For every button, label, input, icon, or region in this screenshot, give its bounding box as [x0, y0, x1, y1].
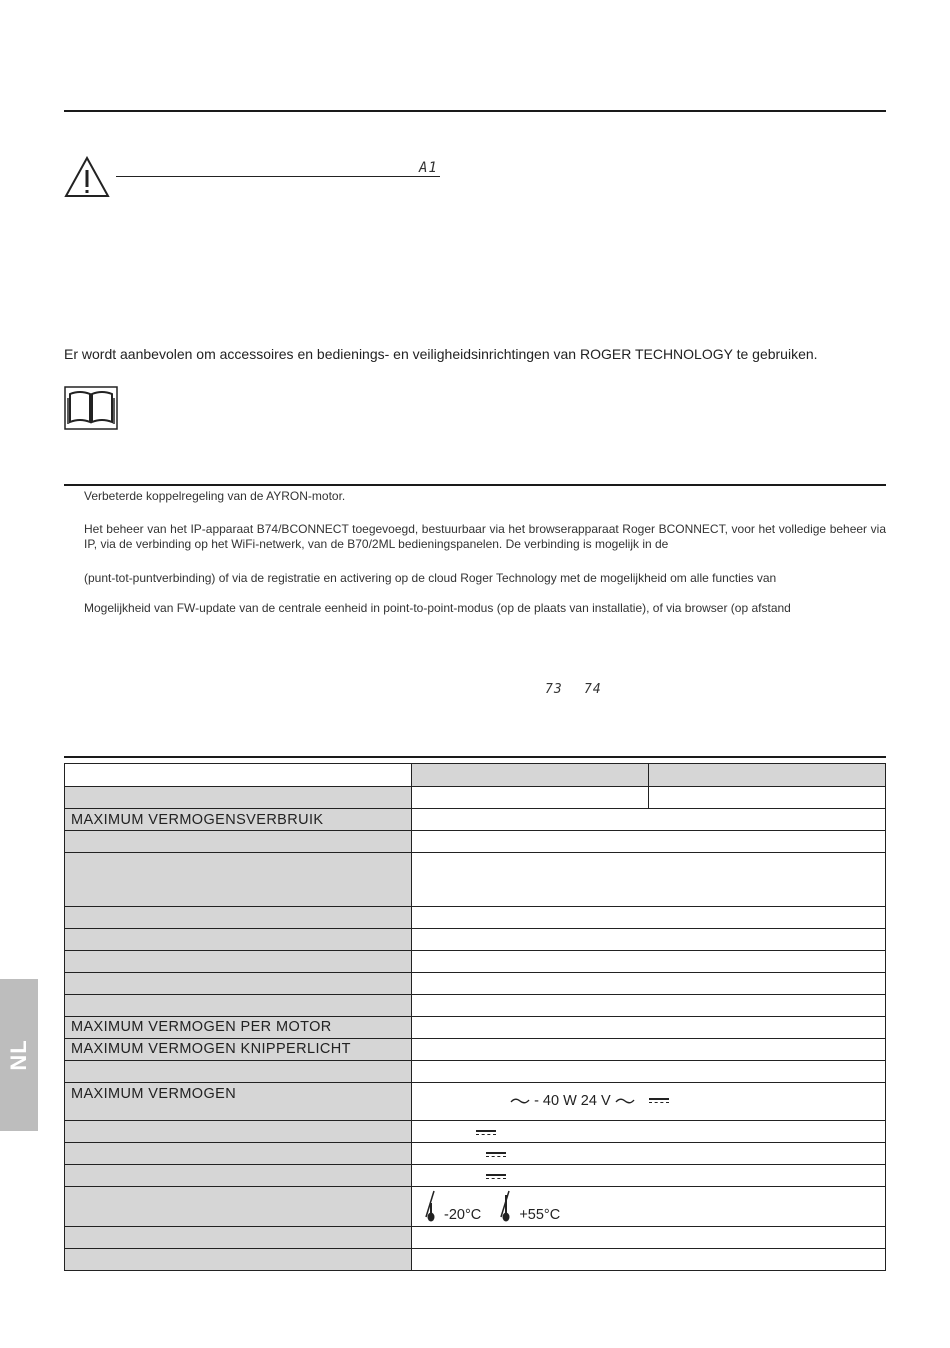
- row-label: [65, 853, 412, 907]
- ac-wave-icon: [615, 1096, 635, 1106]
- row-label: [65, 1187, 412, 1227]
- table-cell: [412, 1017, 886, 1039]
- table-row: [65, 831, 886, 853]
- table-row: [65, 1017, 886, 1039]
- table-cell: [649, 787, 886, 809]
- table-cell: [412, 1227, 886, 1249]
- display-code-a1: A1: [419, 160, 438, 176]
- table-row: [65, 1121, 886, 1143]
- table-cell: [412, 853, 886, 907]
- warning-underline: [116, 176, 440, 177]
- change-item: Mogelijkheid van FW-update van de centrale eenheid in point-to-point-modus (op de plaats van installatie), of via browser (op afstand: [84, 601, 791, 615]
- language-tab-label: NL: [6, 1039, 31, 1071]
- table-cell: [412, 1249, 886, 1271]
- table-row: [65, 973, 886, 995]
- table-cell: [412, 809, 886, 831]
- table-row: [65, 1187, 886, 1227]
- change-item: Verbeterde koppelregeling van de AYRON-motor.: [84, 489, 346, 503]
- row-label: [65, 973, 412, 995]
- table-row: [65, 1249, 886, 1271]
- row-label: [65, 951, 412, 973]
- section-rule-top: [64, 110, 886, 112]
- accessories-recommendation: Er wordt aanbevolen om accessoires en bedienings- en veiligheidsinrichtingen van ROGER TECHNOLOGY te gebruiken.: [64, 346, 818, 362]
- change-item: (punt-tot-puntverbinding) of via de registratie en activering op de cloud Roger Technology met de mogelijkheid om alle functies van: [84, 571, 777, 585]
- table-cell: [412, 1187, 886, 1227]
- table-cell: [412, 1061, 886, 1083]
- section-rule-specs: [64, 756, 886, 758]
- specifications-table: [64, 763, 886, 1271]
- row-label: [65, 929, 412, 951]
- row-label: [65, 1143, 412, 1165]
- table-header-cell: [649, 764, 886, 787]
- table-row: [65, 1165, 886, 1187]
- row-label: [65, 1165, 412, 1187]
- section-rule-changes: [64, 484, 886, 486]
- table-cell: [412, 831, 886, 853]
- temperature-max: +55°C: [519, 1207, 561, 1223]
- thermometer-hot-icon: [493, 1189, 515, 1223]
- table-cell: [412, 973, 886, 995]
- row-label: [65, 1249, 412, 1271]
- table-row: [65, 787, 886, 809]
- table-cell: [412, 787, 649, 809]
- table-row: [65, 1039, 886, 1061]
- warning-icon: [64, 156, 110, 198]
- row-label-max-power: MAXIMUM VERMOGEN: [65, 1083, 412, 1121]
- language-tab: [0, 979, 38, 1131]
- row-label-max-power-per-motor: MAXIMUM VERMOGEN PER MOTOR: [65, 1017, 412, 1039]
- table-row: [65, 1227, 886, 1249]
- table-row: [65, 1143, 886, 1165]
- dc-symbol-icon: [486, 1173, 506, 1181]
- row-label: [65, 1227, 412, 1249]
- dc-symbol-icon: [486, 1151, 506, 1159]
- table-row: [65, 907, 886, 929]
- table-cell: [412, 1083, 886, 1121]
- display-code-73: 73: [545, 682, 563, 697]
- row-label-max-power-consumption: MAXIMUM VERMOGENSVERBRUIK: [65, 809, 412, 831]
- dc-symbol-icon: [476, 1129, 496, 1137]
- row-label: [65, 831, 412, 853]
- temperature-min: -20°C: [444, 1207, 482, 1223]
- row-label: [65, 787, 412, 809]
- row-label: [65, 1121, 412, 1143]
- display-code-74: 74: [584, 682, 602, 697]
- max-power-value: - 40 W 24 V: [534, 1093, 611, 1109]
- manual-book-icon: [64, 386, 118, 430]
- table-cell: [412, 995, 886, 1017]
- table-cell: [412, 907, 886, 929]
- table-row: [65, 929, 886, 951]
- table-cell: [412, 951, 886, 973]
- dc-symbol-icon: [649, 1097, 669, 1105]
- row-label: [65, 1061, 412, 1083]
- thermometer-cold-icon: [418, 1189, 440, 1223]
- table-row: [65, 1083, 886, 1121]
- table-row: [65, 764, 886, 787]
- table-row: [65, 809, 886, 831]
- table-cell: [412, 1143, 886, 1165]
- table-row: [65, 995, 886, 1017]
- table-cell: [412, 929, 886, 951]
- change-item: Het beheer van het IP-apparaat B74/BCONNECT toegevoegd, bestuurbaar via het browserapparaat Roger BCONNECT, voor het volledige beheer via IP, via de verbinding op het WiFi-netwerk, van de B70/2ML bedieningspanelen. De verbinding is mogelijk in de: [84, 522, 886, 551]
- table-cell: [412, 1039, 886, 1061]
- table-header-cell: [412, 764, 649, 787]
- table-row: [65, 1061, 886, 1083]
- table-cell: [412, 1165, 886, 1187]
- table-row: [65, 853, 886, 907]
- table-cell: [412, 1121, 886, 1143]
- ac-wave-icon: [510, 1096, 530, 1106]
- table-row: [65, 951, 886, 973]
- row-label: [65, 995, 412, 1017]
- row-label-max-power-flashing-light: MAXIMUM VERMOGEN KNIPPERLICHT: [65, 1039, 412, 1061]
- table-cell: [65, 764, 412, 787]
- row-label: [65, 907, 412, 929]
